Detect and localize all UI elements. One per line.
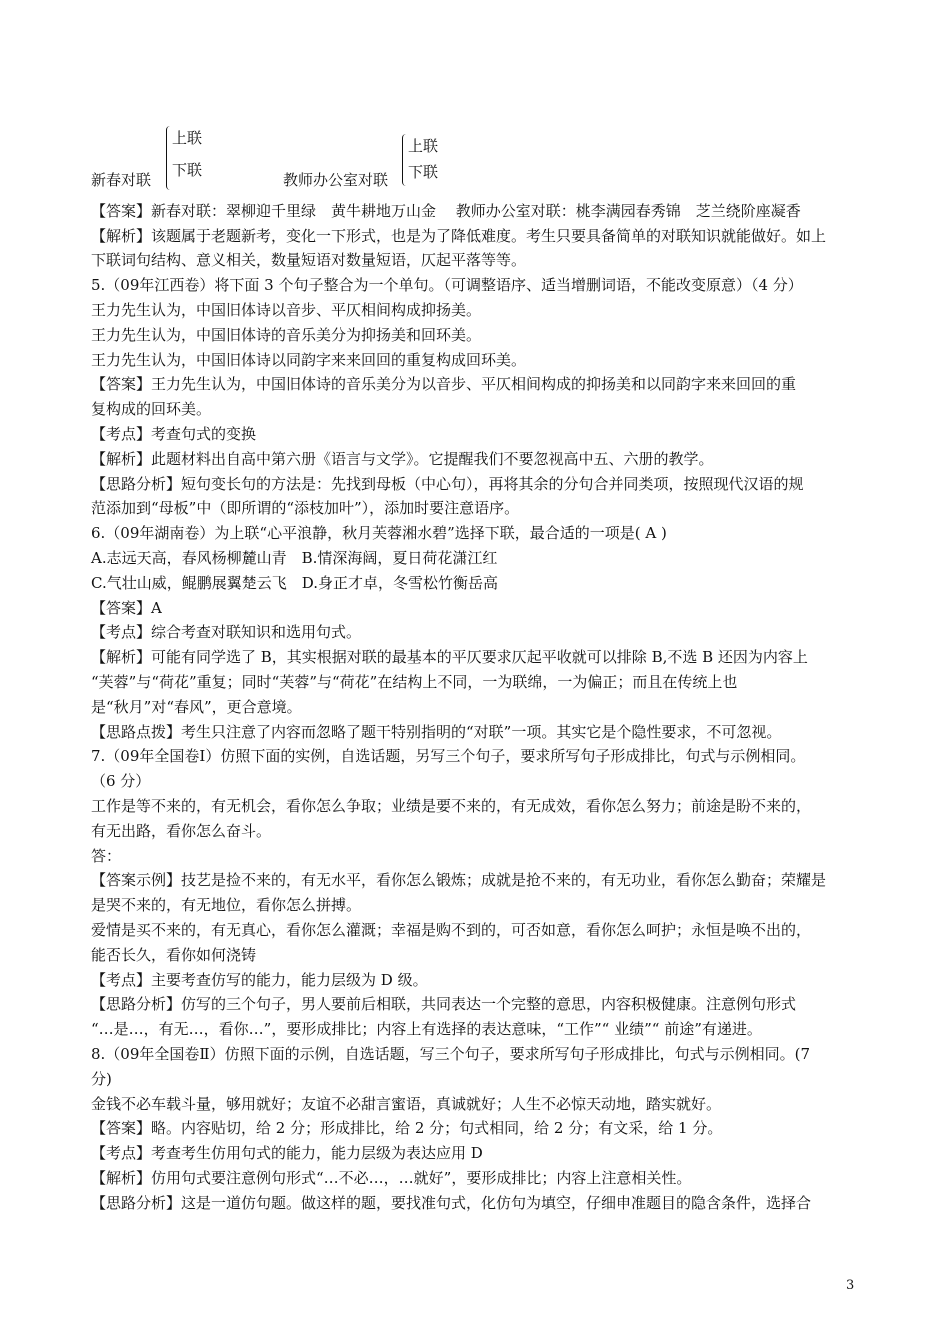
couplet-left-label: 新春对联: [91, 171, 152, 189]
text-line: 6.（09年湖南卷）为上联“心平浪静，秋月芙蓉湘水碧”选择下联，最合适的一项是( A ): [91, 524, 667, 542]
text-line: 爱情是买不来的，有无真心，看你怎么灌溉；幸福是购不到的，可否如意，看你怎么呵护；永恒是唤不出的，: [91, 921, 812, 939]
text-line: 下联词句结构、意义相关，数量短语对数量短语，仄起平落等等。: [91, 251, 527, 269]
text-line: 【答案】新春对联：翠柳迎千里绿 黄牛耕地万山金 教师办公室对联：桃李满园春秀锦 芝兰绕阶座凝香: [91, 202, 801, 220]
text-line: 5.（09年江西卷）将下面 3 个句子整合为一个单句。（可调整语序、适当增删词语，不能改变原意）（4 分）: [91, 276, 803, 294]
text-line: 【解析】该题属于老题新考，变化一下形式，也是为了降低难度。考生只要具备简单的对联知识就能做好。如上: [91, 227, 827, 245]
text-line: 【思路点拨】考生只注意了内容而忽略了题干特别指明的“对联”一项。其实它是个隐性要求，不可忽视。: [91, 723, 782, 741]
text-line: 【考点】考查句式的变换: [91, 425, 257, 443]
text-line: 范添加到“母板”中（即所谓的“添枝加叶”），添加时要注意语序。: [91, 499, 520, 517]
text-line: 金钱不必车载斗量，够用就好；友谊不必甜言蜜语，真诚就好；人生不必惊天动地，踏实就好。: [91, 1095, 722, 1113]
text-line: C.气壮山威，鲲鹏展翼楚云飞 D.身正才卓，冬雪松竹衡岳高: [91, 574, 498, 592]
text-line: 8.（09年全国卷Ⅱ）仿照下面的示例，自选话题，写三个句子，要求所写句子形成排比，句式与示例相同。(7: [91, 1045, 810, 1063]
text-line: 【答案示例】技艺是捡不来的，有无水平，看你怎么锻炼；成就是抢不来的，有无功业，看你怎么勤奋；荣耀是: [91, 871, 827, 889]
couplet-left-upper: 上联: [172, 129, 203, 147]
text-line: 能否长久，看你如何浇铸: [91, 946, 257, 964]
couplet-right-lower: 下联: [408, 163, 439, 181]
text-line: 【答案】王力先生认为，中国旧体诗的音乐美分为以音步、平仄相间构成的抑扬美和以同韵字来来回回的重: [91, 375, 797, 393]
text-line: 分): [91, 1070, 112, 1088]
text-line: 工作是等不来的，有无机会，看你怎么争取；业绩是要不来的，有无成效，看你怎么努力；前途是盼不来的，: [91, 797, 812, 815]
text-line: 王力先生认为，中国旧体诗的音乐美分为抑扬美和回环美。: [91, 326, 482, 344]
text-line: （6 分）: [91, 772, 151, 790]
text-line: 7.（09年全国卷Ⅰ）仿照下面的实例，自选话题，另写三个句子，要求所写句子形成排比，句式与示例相同。: [91, 747, 806, 765]
page-number: 3: [846, 1278, 855, 1293]
text-line: 【考点】主要考查仿写的能力，能力层级为 D 级。: [91, 971, 428, 989]
text-line: 复构成的回环美。: [91, 400, 212, 418]
text-line: 【思路分析】短句变长句的方法是：先找到母板（中心句），再将其余的分句合并同类项，按照现代汉语的规: [91, 475, 804, 493]
text-line: 是哭不来的，有无地位，看你怎么拼搏。: [91, 896, 362, 914]
text-line: 王力先生认为，中国旧体诗以音步、平仄相间构成抑扬美。: [91, 301, 482, 319]
text-line: A.志远天高，春风杨柳麓山青 B.情深海阔，夏日荷花潇江红: [91, 549, 498, 567]
text-line: 【思路分析】仿写的三个句子，男人要前后相联，共同表达一个完整的意思，内容积极健康。注意例句形式: [91, 995, 797, 1013]
text-line: 王力先生认为，中国旧体诗以同韵字来来回回的重复构成回环美。: [91, 351, 527, 369]
couplet-right-upper: 上联: [408, 137, 439, 155]
text-line: 【考点】考查考生仿用句式的能力，能力层级为表达应用 D: [91, 1144, 483, 1162]
text-line: 【答案】A: [91, 599, 162, 617]
couplet-left-lower: 下联: [172, 161, 203, 179]
text-line: “芙蓉”与“荷花”重复；同时“芙蓉”与“荷花”在结构上不同，一为联绵，一为偏正；而且在传统上也: [91, 673, 738, 691]
text-line: 【考点】综合考查对联知识和选用句式。: [91, 623, 362, 641]
couplet-right-label: 教师办公室对联: [283, 171, 389, 189]
text-line: 答：: [91, 847, 122, 865]
text-line: 【解析】仿用句式要注意例句形式“…不必…，…就好”，要形成排比；内容上注意相关性。: [91, 1169, 692, 1187]
text-line: 有无出路，看你怎么奋斗。: [91, 822, 272, 840]
text-line: “…是…，有无…，看你…”，要形成排比；内容上有选择的表达意味，“工作”“ 业绩”“ 前途”有递进。: [91, 1020, 762, 1038]
text-line: 【答案】略。内容贴切，给 2 分；形成排比，给 2 分；句式相同，给 2 分；有文采，给 1 分。: [91, 1119, 723, 1137]
text-line: 是“秋月”对“春风”，更合意境。: [91, 698, 302, 716]
text-line: 【解析】此题材料出自高中第六册《语言与文学》。它提醒我们不要忽视高中五、六册的教学。: [91, 450, 714, 468]
text-line: 【思路分析】这是一道仿句题。做这样的题，要找准句式，化仿句为填空，仔细申准题目的隐含条件，选择合: [91, 1194, 812, 1212]
text-line: 【解析】可能有同学选了 B，其实根据对联的最基本的平仄要求仄起平收就可以排除 B,不选 B 还因为内容上: [91, 648, 808, 666]
